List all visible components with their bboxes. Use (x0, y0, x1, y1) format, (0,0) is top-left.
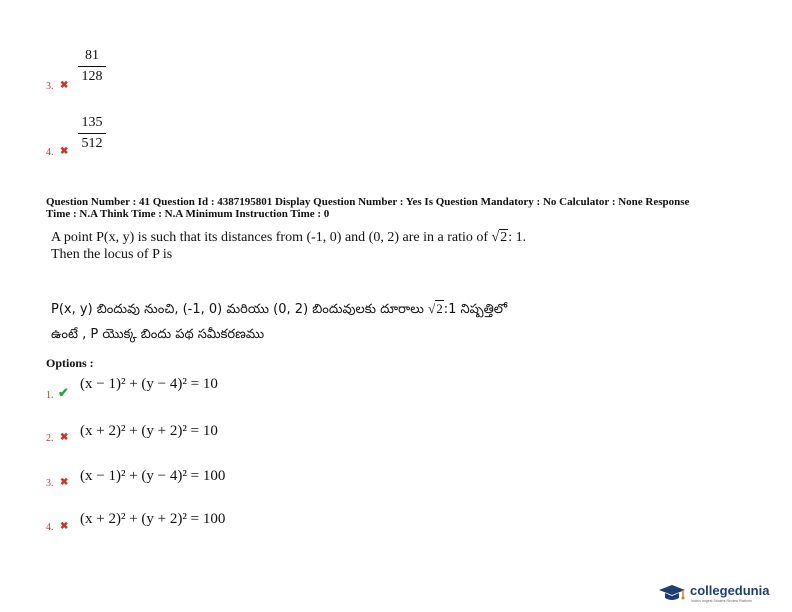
telugu-line1: P(x, y) బిందువు నుంచి, (-1, 0) మరియు (0, 2) బిందువులకు దూరాలు (51, 302, 429, 317)
question-text-english (51, 229, 771, 263)
prev-option-3-number: 3. (46, 81, 54, 92)
fraction-bar (78, 133, 106, 134)
option-2-number: 2. (46, 433, 54, 444)
question-text-telugu (51, 300, 771, 343)
question-line1: A point P(x, y) is such that its distances from (-1, 0) and (0, 2) are in a ratio of (51, 230, 492, 245)
sqrt-radicand: 2 (500, 230, 508, 245)
option-4-number: 4. (46, 522, 54, 533)
option-3-number: 3. (46, 478, 54, 489)
options-label: Options : (46, 356, 94, 370)
collegedunia-logo (657, 581, 787, 607)
prev-option-4-fraction (78, 114, 106, 153)
fraction-bar (78, 66, 106, 67)
telugu-line2: ఉంటే , P యొక్క బిందు పథ సమీకరణము (51, 327, 265, 342)
graduation-cap-icon (657, 583, 687, 603)
option-1-number: 1. (46, 390, 54, 401)
question-meta-line2: Time : N.A Think Time : N.A Minimum Instruction Time : 0 (46, 208, 330, 220)
question-line2: Then the locus of P is (51, 247, 173, 262)
question-meta (46, 196, 766, 220)
fraction-denominator: 512 (81, 136, 103, 151)
prev-option-3-wrong-icon: ✖ (60, 80, 69, 91)
telugu-sqrt-expression: √2 (428, 301, 443, 316)
prev-option-3-fraction (78, 47, 106, 86)
logo-tagline: India's largest Student Review Platform (691, 599, 752, 603)
ratio-suffix: : 1. (508, 230, 527, 245)
prev-option-4-number: 4. (46, 147, 54, 158)
question-meta-line1: Question Number : 41 Question Id : 4387195801 Display Question Number : Yes Is Question Mandatory : No Calculator : None Response (46, 196, 690, 208)
option-3-wrong-icon: ✖ (60, 477, 69, 488)
sqrt-expression: √2 (491, 230, 508, 245)
option-4-equation: (x + 2)² + (y + 2)² = 100 (80, 511, 226, 527)
fraction-denominator: 128 (81, 69, 103, 84)
telugu-sqrt-radicand: 2 (436, 301, 443, 316)
fraction-numerator: 135 (81, 115, 103, 130)
telugu-ratio-suffix: :1 నిష్పత్తిలో (443, 302, 508, 317)
option-3-equation: (x − 1)² + (y − 4)² = 100 (80, 468, 226, 484)
option-4-wrong-icon: ✖ (60, 521, 69, 532)
prev-option-4-wrong-icon: ✖ (60, 146, 69, 157)
option-2-equation: (x + 2)² + (y + 2)² = 10 (80, 423, 218, 439)
fraction-numerator: 81 (85, 48, 99, 63)
option-1-correct-icon: ✔ (58, 385, 69, 400)
option-2-wrong-icon: ✖ (60, 432, 69, 443)
logo-name: collegedunia (690, 583, 770, 598)
option-1-equation: (x − 1)² + (y − 4)² = 10 (80, 376, 218, 392)
